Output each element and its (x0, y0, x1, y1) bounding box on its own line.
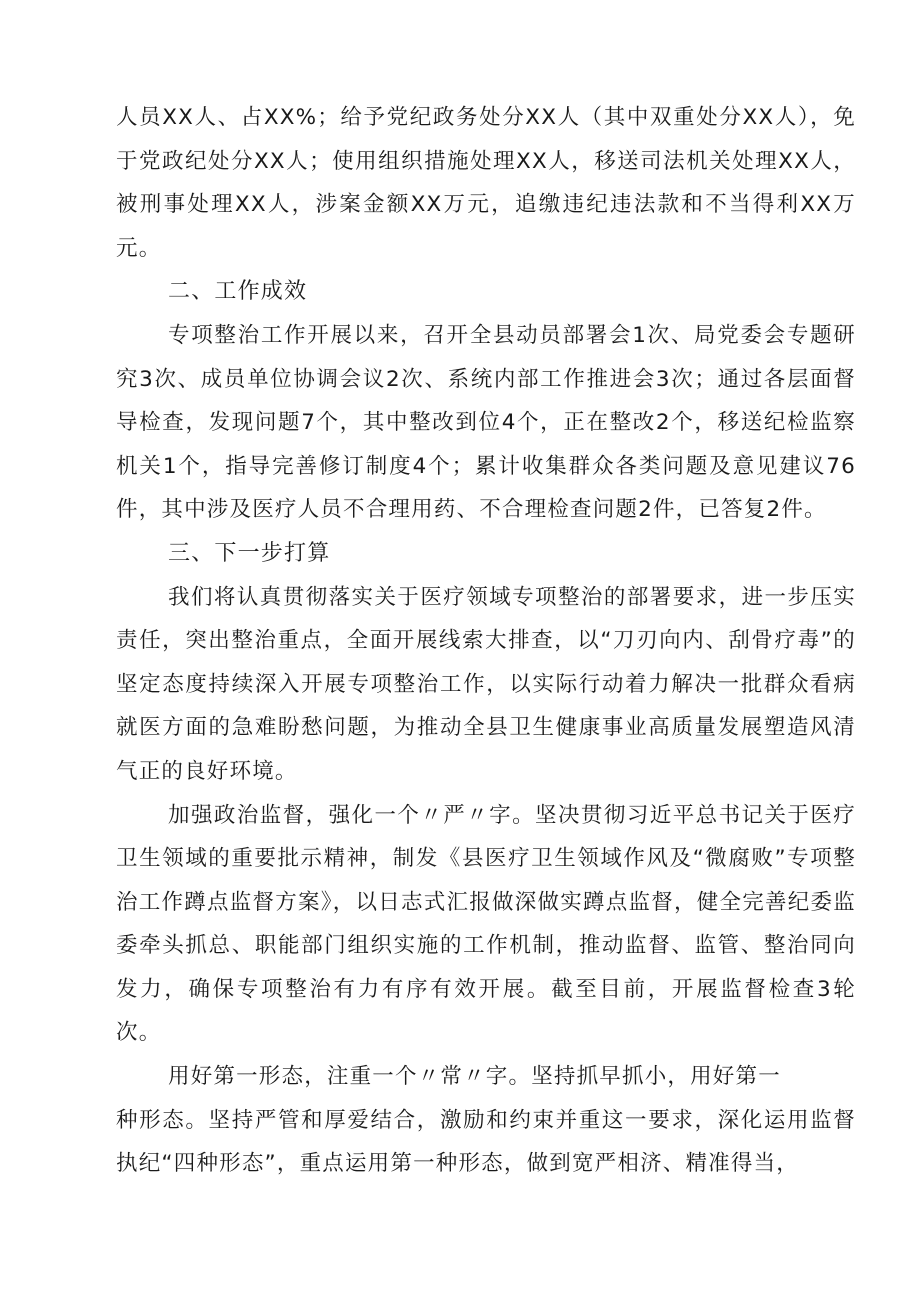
paragraph-next-steps-intro: 我们将认真贯彻落实关于医疗领域专项整治的部署要求，进一步压实责任，突出整治重点，全面开展线索大排查，以“刀刃向内、刮骨疗毒”的坚定态度持续深入开展专项整治工作，以实际行动着力解决一批群众看病就医方面的急难盼愁问题，为推动全县卫生健康事业高质量发展塑造风清气正的良好环境。 (116, 584, 856, 784)
section-heading-work-results: 二、工作成效 (168, 279, 308, 305)
paragraph-work-results: 专项整治工作开展以来，召开全县动员部署会1次、局党委会专题研究3次、成员单位协调会议2次、系统内部工作推进会3次；通过各层面督导检查，发现问题7个，其中整改到位4个，正在整改2个，移送纪检监察机关1个，指导完善修订制度4个；累计收集群众各类问题及意见建议76件，其中涉及医疗人员不合理用药、不合理检查问题2件，已答复2件。 (116, 322, 856, 523)
paragraph-first-form-rest: 种形态。坚持严管和厚爱结合，激励和约束并重这一要求，深化运用监督执纪“四种形态”，重点运用第一种形态，做到宽严相济、精准得当， (116, 1107, 856, 1177)
paragraph-first-form-line1: 用好第一形态，注重一个〃常〃字。坚持抓早抓小，用好第一 (168, 1064, 781, 1090)
paragraph-political-supervision: 加强政治监督，强化一个〃严〃字。坚决贯彻习近平总书记关于医疗卫生领域的重要批示精神，制发《县医疗卫生领域作风及“微腐败”专项整治工作蹲点监督方案》，以日志式汇报做深做实蹲点监督，健全完善纪委监委牵头抓总、职能部门组织实施的工作机制，推动监督、监管、整治同向发力，确保专项整治有力有序有效开展。截至目前，开展监督检查3轮次。 (116, 802, 856, 1046)
paragraph-continuation: 人员XX人、占XX%；给予党纪政务处分XX人（其中双重处分XX人），免于党政纪处分XX人；使用组织措施处理XX人，移送司法机关处理XX人，被刑事处理XX人，涉案金额XX万元，追缴违纪违法款和不当得利XX万元。 (116, 105, 856, 261)
document-body (116, 96, 856, 1186)
section-heading-next-steps: 三、下一步打算 (168, 540, 331, 566)
